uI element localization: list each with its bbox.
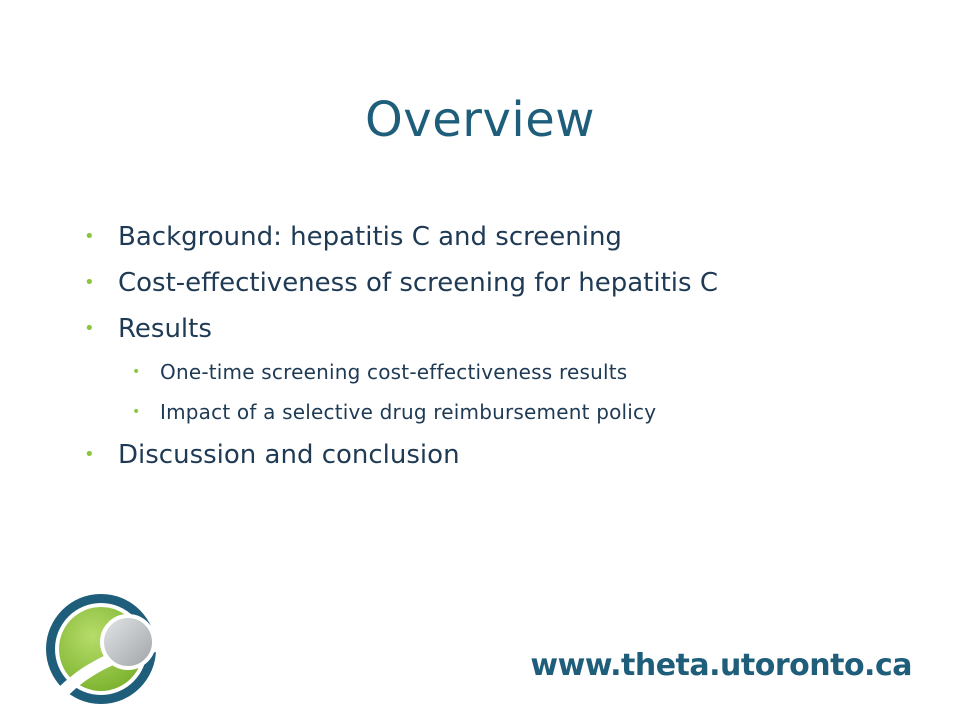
bullet-icon: •	[132, 404, 141, 420]
bullet-item	[84, 260, 718, 306]
bullet-item	[84, 306, 718, 352]
bullet-icon: •	[84, 318, 95, 339]
bullet-icon: •	[84, 444, 95, 465]
bullet-text: Discussion and conclusion	[118, 440, 460, 470]
bullet-icon: •	[132, 364, 141, 380]
bullet-list	[84, 214, 718, 478]
sub-bullet-item	[84, 392, 718, 432]
bullet-text: Impact of a selective drug reimbursement policy	[160, 400, 657, 424]
footer-url: www.theta.utoronto.ca	[530, 648, 912, 683]
sub-bullet-item	[84, 352, 718, 392]
bullet-text: Cost-effectiveness of screening for hepatitis C	[118, 268, 718, 298]
bullet-item	[84, 214, 718, 260]
bullet-item	[84, 432, 718, 478]
bullet-text: Results	[118, 314, 212, 344]
bullet-icon: •	[84, 272, 95, 293]
bullet-text: Background: hepatitis C and screening	[118, 222, 622, 252]
theta-logo-icon	[44, 592, 158, 706]
slide-title: Overview	[365, 92, 595, 148]
bullet-text: One-time screening cost-effectiveness results	[160, 360, 628, 384]
bullet-icon: •	[84, 226, 95, 247]
